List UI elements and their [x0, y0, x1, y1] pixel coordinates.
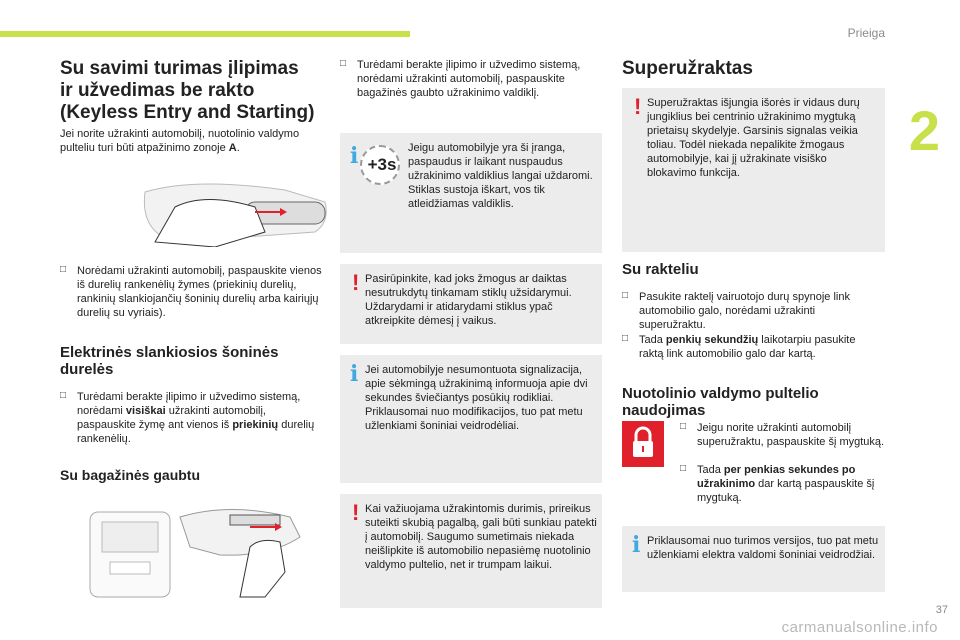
warning-icon: ! — [352, 270, 360, 295]
intro-text: Jei norite užrakinti automobilį, nuotolinio valdymo pulteliu turi būti atpažinimo zonoje — [60, 128, 300, 154]
chapter-number: 2 — [908, 99, 940, 162]
warning-box-emergency — [340, 494, 602, 608]
plus-3-seconds-icon — [360, 145, 400, 185]
bullet-marker: □ — [680, 421, 687, 432]
sliding-text-a: Turėdami berakte įlipimo ir užvedimo sistemą, norėdami — [77, 391, 301, 417]
sliding-bullet — [60, 390, 322, 446]
zone-letter: A — [228, 142, 237, 154]
info-icon: i — [350, 143, 359, 169]
superlock-heading: Superužraktas — [622, 58, 753, 79]
boot-bullet — [340, 58, 600, 100]
warning-box-windows — [340, 264, 602, 344]
title-line-1: Su savimi turimas įlipimas — [60, 58, 299, 79]
intro-end: . — [236, 142, 240, 154]
remote-bullet-2-text — [697, 463, 885, 505]
bullet-marker: □ — [680, 463, 687, 474]
page-title — [60, 58, 330, 124]
key2-c: laikotarpiu pasukite raktą link automobilio galo dar kartą. — [639, 334, 856, 360]
info-box-windows-text: Jeigu automobilyje yra ši įranga, paspaudus ir laikant nuspaudus užrakinimo valdiklius langai uždaromi. Stiklas sustoja iškart, vos tik atleidžiamas valdiklis. — [408, 142, 593, 210]
info-box-windows — [340, 133, 602, 253]
door-handle-illustration — [135, 172, 335, 247]
remote-bullet-1 — [680, 421, 885, 449]
bullet-marker: □ — [340, 58, 347, 69]
warning-box-superlock — [622, 88, 885, 252]
info-box-signals-text: Jei automobilyje nesumontuota signalizacija, apie sėkmingą užrakinimą informuoja apie dvi sekundes šviečiantys posūkių rodikliai. Priklausomai nuo modifikacijos, tuo pat metu užlenkiami šoniniai veidrodėliai. — [365, 364, 588, 432]
bullet-marker: □ — [60, 264, 67, 275]
sliding-text-e: durelių rankenėlių. — [77, 419, 315, 445]
lock-bullet — [60, 264, 322, 320]
sliding-text-d: priekinių — [232, 419, 279, 431]
with-key-heading: Su rakteliu — [622, 261, 699, 278]
info-icon: i — [632, 532, 641, 558]
sliding-doors-heading: Elektrinės slankiosios šoninės durelės — [60, 344, 279, 378]
warning-icon: ! — [352, 500, 360, 525]
remote-heading: Nuotolinio valdymo pultelio naudojimas — [622, 385, 819, 419]
remote2-c: dar kartą paspauskite šį mygtuką. — [697, 478, 875, 504]
watermark: carmanualsonline.info — [781, 619, 938, 636]
sliding-text-c: užrakinti automobilį, paspauskite žymę ant vienos iš — [77, 405, 266, 431]
lock-button-icon — [622, 421, 664, 467]
boot-bullet-text: Turėdami berakte įlipimo ir užvedimo sistemą, norėdami užrakinti automobilį, paspauskite bagažinės gaubto užrakinimo valdiklį. — [357, 59, 581, 99]
remote2-a: Tada — [697, 464, 724, 476]
remote-bullet-2 — [680, 463, 885, 505]
sliding-text-b: visiškai — [125, 405, 166, 417]
warning-icon: ! — [634, 94, 642, 119]
plus-3-seconds-label: +3s — [367, 155, 397, 174]
bullet-marker: □ — [622, 290, 629, 301]
warning-box-emergency-text: Kai važiuojama užrakintomis durimis, prireikus suteikti skubią pagalbą, gali būti sunkiau patekti į automobilį. Saugumo sumetimais niekada neišlipkite iš automobilio nepasiėmę nuotolinio valdymo pultelio, net ir trumpam laikui. — [365, 503, 597, 571]
page-number: 37 — [935, 604, 948, 616]
key-bullet-2-text — [639, 333, 882, 361]
boot-heading: Su bagažinės gaubtu — [60, 467, 201, 483]
remote-bullet-1-text: Jeigu norite užrakinti automobilį superužraktu, paspauskite šį mygtuką. — [697, 422, 885, 448]
info-box-mirrors-text: Priklausomai nuo turimos versijos, tuo pat metu užlenkiami elektra valdomi šoniniai veidrodžiai. — [647, 535, 879, 561]
key-bullet-1-text: Pasukite raktelį vairuotojo durų spynoje link automobilio galo, norėdami užrakinti superužraktu. — [639, 291, 850, 331]
bullet-marker: □ — [60, 390, 67, 401]
section-label: Prieiga — [847, 26, 885, 40]
boot-lid-illustration — [80, 497, 320, 607]
warning-box-windows-text: Pasirūpinkite, kad joks žmogus ar daiktas nesutrukdytų tinkamam stiklų užsidarymui. Uždarydami ir atidarydami stiklus ypač atkreipkite dėmesį į vaikus. — [365, 273, 572, 327]
lock-bullet-text: Norėdami užrakinti automobilį, paspauskite vienos iš durelių rankenėlių žymes (priekinių durelių, rankinių slankiojančių šoninių durelių arba kairiųjų durelių su vyriais). — [77, 265, 322, 319]
sliding-bullet-text — [77, 390, 322, 446]
intro-paragraph — [60, 127, 315, 155]
info-box-signals — [340, 355, 602, 483]
key2-a: Tada — [639, 334, 666, 346]
key-bullet-1 — [622, 290, 882, 332]
remote2-b: per penkias sekundes po užrakinimo — [697, 464, 856, 490]
info-box-mirrors — [622, 526, 885, 592]
title-line-3: (Keyless Entry and Starting) — [60, 102, 315, 123]
warning-box-superlock-text: Superužraktas išjungia išorės ir vidaus durų jungiklius bei centrinio užrakinimo mygtuką prietaisų skydelyje. Garsinis signalas veikia toliau. Todėl niekada nepalikite žmogaus automobilyje, kai jį užrakinate visiško blokavimo funkcija. — [647, 97, 860, 179]
key-bullet-2 — [622, 333, 882, 361]
top-accent-bar — [0, 31, 410, 37]
info-icon: i — [350, 361, 359, 387]
key2-b: penkių sekundžių — [665, 334, 759, 346]
bullet-marker: □ — [622, 333, 629, 344]
padlock-icon — [622, 421, 664, 467]
title-line-2: ir užvedimas be rakto — [60, 80, 255, 101]
